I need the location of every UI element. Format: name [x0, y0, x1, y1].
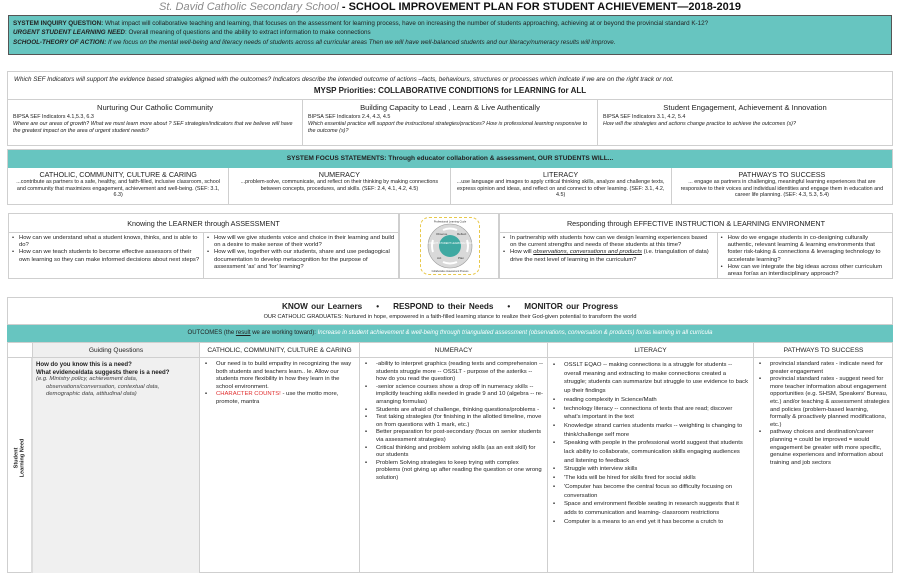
cycle-observe-label: Observe: [436, 232, 448, 236]
learner-question: • How can we teach students to become effective assessors of their own learning so they can make informed decisions about next steps?: [12, 249, 200, 263]
sef-column-indicators: BIPSA SEF Indicators 4.1,5.3, 6.3: [13, 114, 94, 121]
respond-question: • How can we integrate the big ideas across other curriculum areas for/as an interdisciplinary approach?: [721, 264, 889, 278]
row-label: Student Learning Need: [13, 438, 26, 478]
inquiry-box: [8, 15, 892, 55]
cycle-act-label: Act: [437, 256, 442, 260]
list-item: • OSSLT EQAO -- making connections is a struggle for students -- overall meaning and extracting to make connections created a struggle; students can summarize but struggle to use evidence to back up their findings: [551, 361, 750, 396]
list-item: • Speaking with people in the professional world suggest that students lack ability to collaborate, communication skills engaging audiences and listening to feedback: [551, 439, 750, 465]
respond-question: • How will observations, conversations and products (i.e. triangulation of data) drive the next level of learning in the curriculum?: [503, 249, 714, 263]
focus-column: [8, 168, 229, 205]
table-header: LITERACY: [548, 343, 754, 358]
learning-need-table: [7, 342, 893, 573]
list-item: • technology literacy -- connections of texts that are read; discover what's important in the text: [551, 405, 750, 422]
list-item: • reading complexity in Science/Math: [551, 396, 750, 405]
sef-question: Which SEF Indicators will support the evidence based strategies aligned with the outcomes? Indicators describe the intended outcome of actions –facts, behaviours, structures or processes which indicate if we are on the right track or not.: [14, 76, 674, 83]
list-item: • CHARACTER COUNTS! - use the motto more, promote, mantra: [203, 391, 356, 406]
learner-question: • How can we understand what a student knows, thinks, and is able to do?: [12, 235, 200, 249]
bullet-separator: •: [507, 302, 511, 311]
sef-column-indicators: BIPSA SEF Indicators 2.4, 4.3, 4.5: [308, 114, 391, 121]
list-item: • Our need is to build empathy in recognizing the way both students and teachers learn.. Ie. Allow our students more flexibility in how they learn in the school environment.: [203, 361, 356, 391]
sef-column-heading: Building Capacity to Lead , Learn & Live Authentically: [360, 103, 540, 112]
focus-column-heading: LITERACY: [543, 170, 579, 179]
cycle-reflect-label: Reflect: [457, 232, 467, 236]
school-name: St. David Catholic Secondary School: [159, 1, 339, 13]
list-item: • 'The kids will be hired for skills fired for social skills: [551, 474, 750, 483]
numeracy-cell: [360, 358, 548, 573]
focus-column: [451, 168, 672, 205]
outcomes-text: Increase in student achievement & well-being through triangulated assessment (observations, conversation & products) for/as learning in all curricula: [317, 330, 713, 336]
guiding-questions-cell: How do you know this is a need? What evidence/data suggests there is a need? (e.g. Ministry policy, achievement data, observations/conversation, contextual data, demographic data, attitudinal data): [33, 358, 200, 573]
plan-title: - SCHOOL IMPROVEMENT PLAN FOR STUDENT ACHIEVEMENT—2018-2019: [338, 1, 741, 13]
table-header: NUMERACY: [360, 343, 548, 358]
focus-column: [229, 168, 450, 205]
cycle-center-label: URGENT STUDENT LEARNING NEED: [427, 242, 473, 245]
focus-header: SYSTEM FOCUS STATEMENTS: Through educator collaboration & assessment, OUR STUDENTS WILL...: [8, 150, 892, 168]
outcomes-bar: OUTCOMES (the result we are working toward): Increase in student achievement & well-being through triangulated assessment (observations, conversation & products) for/as learning in all curricula: [7, 325, 893, 342]
list-item: • Knowledge strand carries students marks -- weighting is changing to think/challenge self more: [551, 422, 750, 439]
page-title: [0, 1, 900, 14]
sef-column-heading: Nurturing Our Catholic Community: [96, 103, 214, 112]
cycle-graphic-cell: [399, 213, 499, 279]
focus-column-text: ...contribute as partners to a safe, healthy, and faith-filled, inclusive classroom, school and community that maximizes engagement, achievement and well-being. (SEF: 3.1, 6.3): [16, 179, 220, 199]
literacy-cell: [548, 358, 754, 573]
row-label-cell: [8, 358, 33, 573]
sef-column-description: Where are our areas of growth? What we must learn more about ? SEF strategies/indicators that we believe will have the greatest impact on the area of urgent student needs?: [13, 121, 293, 134]
list-item: • Better preparation for post-secondary (focus on senior students via assessment strategies): [363, 429, 544, 444]
sef-column: [303, 100, 598, 146]
learner-heading: Knowing the LEARNER through ASSESSMENT: [9, 214, 398, 233]
mysp-priorities-heading: MYSP Priorities: COLLABORATIVE CONDITIONS for LEARNING for ALL: [313, 86, 587, 95]
list-item: • provincial standard rates - suggest need for more teacher information about engagement opportunities (e.g. SHSM, Speakers' Bureau, etc.) and/or teaching & assessment strategies and policies (problem-based learning, formally & proactively planned modifications, etc.): [757, 376, 890, 429]
list-item: • Problem Solving strategies to keep trying with complex problems (not giving up after reading the question or one wrong solution): [363, 460, 544, 483]
know-respond-monitor-banner: [7, 297, 893, 325]
focus-column-heading: NUMERACY: [318, 170, 360, 179]
focus-column: [672, 168, 892, 205]
list-item: • -ability to interpret graphics (reading texts and comprehension -- students struggle more -- OSSLT - purpose of the asteriks -- how do you read the question): [363, 361, 544, 384]
sef-indicators-section: [7, 71, 893, 146]
catholic-community-cell: [200, 358, 360, 573]
table-header-blank: [8, 343, 33, 358]
list-item: • 'Computer has become the central focus so difficulty focusing on conversation: [551, 483, 750, 500]
table-header: CATHOLIC, COMMUNITY, CULTURE & CARING: [200, 343, 360, 358]
knowing-learner-section: [8, 213, 399, 279]
know-learners: KNOW our Learners: [281, 302, 363, 311]
monitor-progress: MONITOR our Progress: [524, 302, 619, 311]
catholic-graduates-statement: OUR CATHOLIC GRADUATES: Nurtured in hope, empowered in a faith-filled learning stance to realize their God-given potential to transform the world: [263, 314, 637, 320]
urgent-learning-need: URGENT STUDENT LEARNING NEED: Overall meaning of questions and the ability to extract information to make connections: [13, 29, 371, 37]
table-header: PATHWAYS TO SUCCESS: [754, 343, 893, 358]
pathways-cell: [754, 358, 893, 573]
sef-column: [8, 100, 303, 146]
table-header: Guiding Questions: [33, 343, 200, 358]
list-item: • Struggle with interview skills: [551, 465, 750, 474]
responding-section: [499, 213, 893, 279]
learner-question: • How will we, together with our students, share and use pedagogical documentation to develop metacognition for the purpose of assessment 'as' and 'for' learning?: [207, 249, 395, 271]
sef-column-description: How will the strategies and actions change practice to achieve the outcomes (s)?: [603, 121, 796, 128]
focus-column-heading: PATHWAYS TO SUCCESS: [738, 170, 826, 179]
list-item: • Test taking strategies (for finishing in the allotted timeline, move on from questions with 1 mark, etc.): [363, 414, 544, 429]
list-item: • Critical thinking and problem solving skills (as an exit skill) for our students: [363, 445, 544, 460]
list-item: • Students are afraid of challenge, thinking questions/problems -: [363, 407, 544, 415]
focus-column-text: ...problem-solve, communicate, and reflect on their thinking by making connections between concepts, procedures, and skills. (SEF: 2.4, 4.1, 4.2, 4.5): [240, 179, 439, 192]
list-item: • pathway choices and destination/career planning = could be improved = would engagement be greater with more specific, genuine experiences and information about training and job sectors: [757, 429, 890, 467]
system-inquiry-question: SYSTEM INQUIRY QUESTION: What impact will collaborative teaching and learning, that focuses on the assessment for learning process, have on increasing the number of students approaching, achieving at or beyond the provincial standard K-12?: [13, 20, 709, 27]
respond-question: • In partnership with students how can we design learning experiences based on the current strengths and needs of these students at this time?: [503, 235, 714, 249]
focus-column-text: ... engage as partners in challenging, meaningful learning experiences that are responsive to their voices and individual identities and engage them in education and career life planning. (SEF: 4.3, 5.3, 5.4): [680, 179, 884, 199]
sef-column-indicators: BIPSA SEF Indicators 3.1, 4.2, 5.4: [603, 114, 686, 121]
cycle-plan-label: Plan: [458, 256, 465, 260]
cycle-top-label: Professional Learning Cycle: [433, 220, 467, 224]
list-item: • Space and environment flexible seating in research suggests that it adds to communication and learning- classroom restrictions: [551, 500, 750, 517]
bullet-separator: •: [376, 302, 380, 311]
learning-cycle-icon: [421, 218, 479, 274]
list-item: • Computer is a means to an end yet it has become a crutch to: [551, 518, 750, 527]
learner-question: • How will we give students voice and choice in their learning and build on a desire to make sense of their world?: [207, 235, 395, 249]
cycle-bottom-label: Collaborative Assessment Process: [431, 270, 469, 273]
respond-heading: Responding through EFFECTIVE INSTRUCTION & LEARNING ENVIRONMENT: [500, 214, 892, 233]
respond-needs: RESPOND to their Needs: [393, 302, 494, 311]
sef-column-heading: Student Engagement, Achievement & Innovation: [663, 103, 827, 112]
theory-of-action: SCHOOL-THEORY OF ACTION: If we focus on the mental well-being and literacy needs of students across all curricular areas Then we will have well-balanced students and our literacy/numeracy results will improve.: [13, 38, 616, 46]
focus-column-heading: CATHOLIC, COMMUNITY, CULTURE & CARING: [39, 170, 197, 179]
list-item: • provincial standard rates - indicate need for greater engagement: [757, 361, 890, 376]
learning-cycle-diagram: [420, 217, 480, 275]
list-item: • -senior science courses show a drop off in numeracy skills -- implicitly teaching skills needed in grade 9 and 10 (algebra -- re-arranging formulas): [363, 384, 544, 407]
respond-question: • How do we engage students in co-designing culturally authentic, relevant learning & learning environments that foster risk-taking & connections & leveraging technology to accelerate learning?: [721, 235, 889, 264]
sef-column-description: Which essential practice will support the instructional strategies/practices? How is professional learning responsive to the outcome (s)?: [308, 121, 588, 134]
sef-column: [598, 100, 892, 146]
system-focus-statements: [7, 149, 893, 205]
focus-column-text: ...use language and images to apply critical thinking skills, analyze and challenge texts, express opinion and ideas, and reflect on and connect to other learning. (SEF: 3.1, 4.2, 4.5): [456, 179, 665, 199]
